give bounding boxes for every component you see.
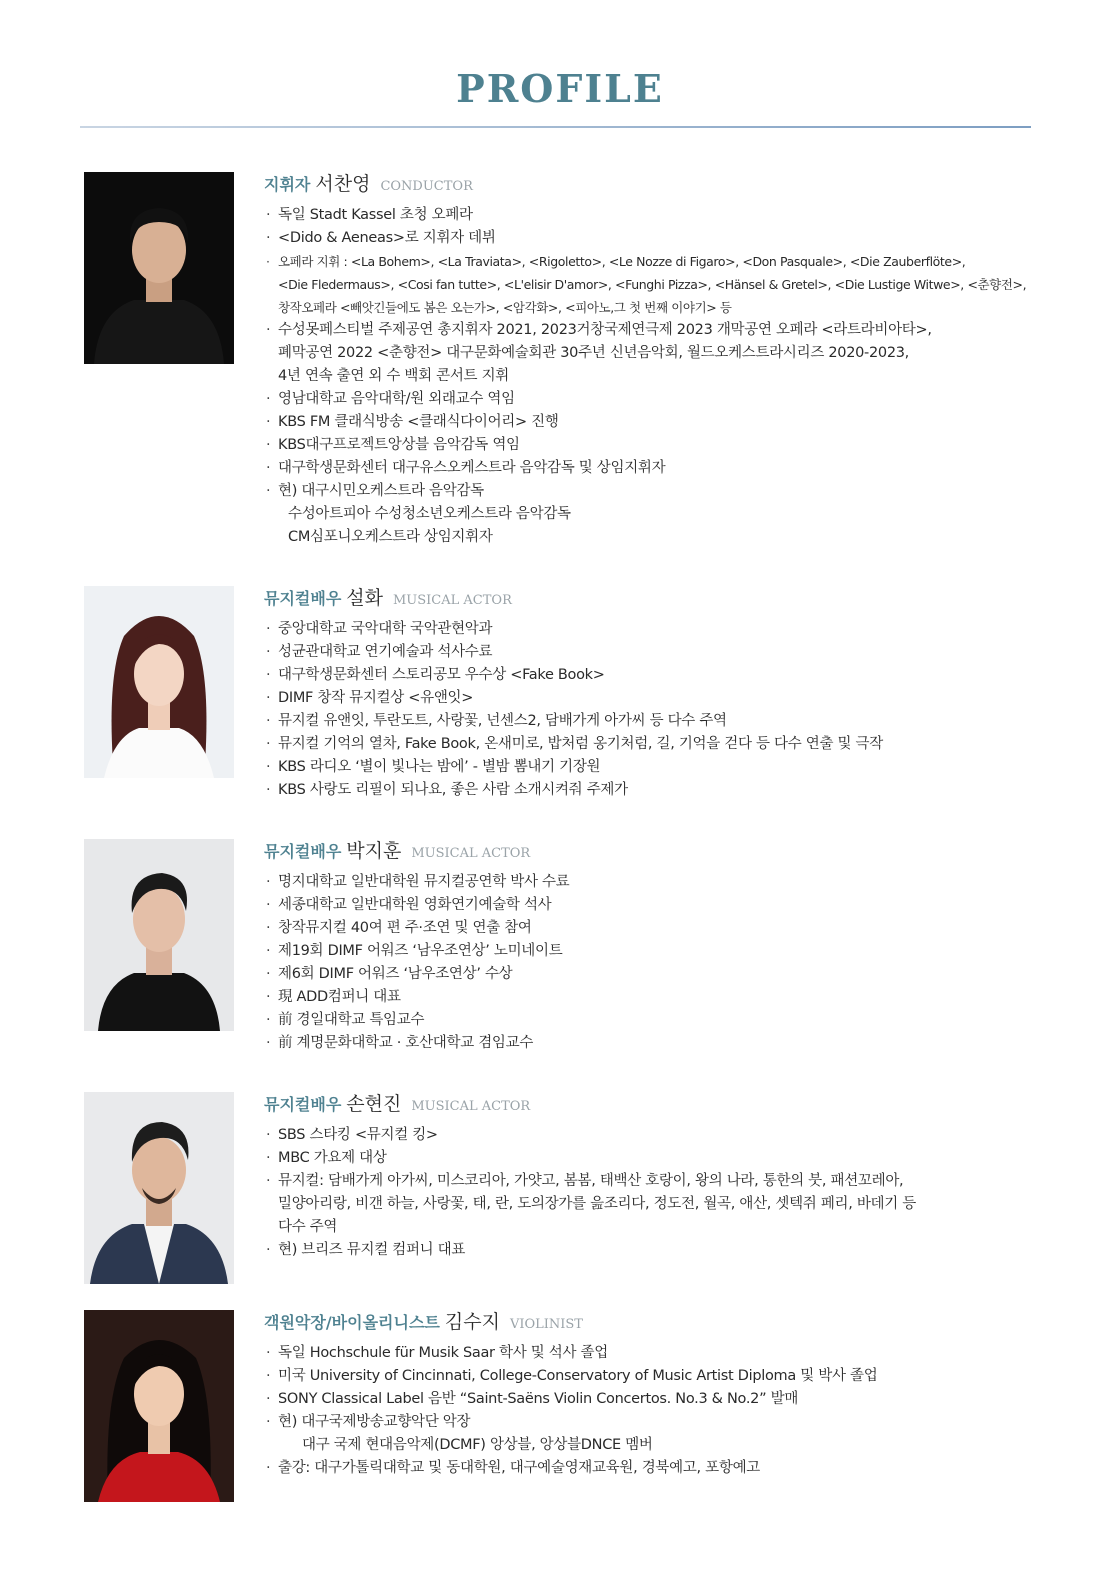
- profile-role-en: CONDUCTOR: [380, 179, 473, 194]
- profile-name: 손현진: [346, 1093, 402, 1115]
- list-item-continued: 폐막공연 2022 <춘향전> 대구문화예술회관 30주년 신년음악회, 월드오케스트라시리즈 2020-2023,: [278, 345, 909, 361]
- list-item: · 미국 University of Cincinnati, College-Conservatory of Music Artist Diploma 및 박사 졸업: [264, 1365, 1054, 1388]
- title-divider: [80, 126, 1031, 128]
- list-item: · MBC 가요제 대상: [264, 1147, 1054, 1170]
- profile-name: 서찬영: [315, 173, 371, 195]
- profile-photo: [84, 1092, 234, 1284]
- profile-photo: [84, 1310, 234, 1502]
- list-item: · 명지대학교 일반대학원 뮤지컬공연학 박사 수료: [264, 871, 1054, 894]
- list-item: · 독일 Stadt Kassel 초청 오페라: [264, 204, 1054, 227]
- list-item: · 제6회 DIMF 어워즈 ‘남우조연상’ 수상: [264, 963, 1054, 986]
- profile-name: 박지훈: [346, 840, 402, 862]
- profile-role-en: MUSICAL ACTOR: [411, 1099, 531, 1114]
- profile-photo: [84, 172, 234, 364]
- list-item-continued: 4년 연속 출연 외 수 백회 콘서트 지휘: [278, 368, 509, 384]
- list-item: · 현) 대구국제방송교향악단 악장: [264, 1411, 1054, 1434]
- list-item-continued: 밀양아리랑, 비갠 하늘, 사랑꽃, 태, 란, 도의장가를 읊조리다, 정도전, 월곡, 애산, 셋텍쥐 페리, 바데기 등: [278, 1196, 916, 1212]
- list-item: · SONY Classical Label 음반 “Saint-Saëns Violin Concertos. No.3 & No.2” 발매: [264, 1388, 1054, 1411]
- list-item: · 前 경일대학교 특임교수: [264, 1009, 1054, 1032]
- list-item: · KBS대구프로젝트앙상블 음악감독 역임: [264, 434, 1054, 457]
- profile-role: 뮤지컬배우: [264, 1095, 342, 1114]
- profile-name: 설화: [346, 587, 383, 609]
- profile-role-en: MUSICAL ACTOR: [393, 593, 512, 608]
- list-item: · 제19회 DIMF 어워즈 ‘남우조연상’ 노미네이트: [264, 940, 1054, 963]
- list-item: · 성균관대학교 연기예술과 석사수료: [264, 641, 1054, 664]
- list-item: · KBS 라디오 ‘별이 빛나는 밤에’ - 별밤 뽐내기 기장원: [264, 756, 1054, 779]
- list-item-continued: 수성아트피아 수성청소년오케스트라 음악감독: [288, 506, 571, 522]
- profile-role: 객원악장/바이올리니스트: [264, 1313, 440, 1332]
- list-item: · 수성못페스티벌 주제공연 총지휘자 2021, 2023거창국제연극제 2023 개막공연 오페라 <라트라비아타>,: [264, 319, 1054, 342]
- list-item: · KBS FM 클래식방송 <클래식다이어리> 진행: [264, 411, 1054, 434]
- list-item: · 뮤지컬: 담배가게 아가씨, 미스코리아, 가얏고, 봄봄, 태백산 호랑이, 왕의 나라, 통한의 붓, 패션꼬레아,: [264, 1170, 1054, 1193]
- list-item: · KBS 사랑도 리필이 되나요, 좋은 사람 소개시켜줘 주제가: [264, 779, 1054, 802]
- profile-role: 지휘자: [264, 175, 311, 194]
- list-item: · 중앙대학교 국악대학 국악관현악과: [264, 618, 1054, 641]
- profile-name: 김수지: [444, 1311, 500, 1333]
- list-item-continued: 대구 국제 현대음악제(DCMF) 앙상블, 앙상블DNCE 멤버: [302, 1437, 653, 1453]
- list-item: · 영남대학교 음악대학/원 외래교수 역임: [264, 388, 1054, 411]
- profile-role: 뮤지컬배우: [264, 589, 342, 608]
- list-item: · 前 계명문화대학교 · 호산대학교 겸임교수: [264, 1032, 1054, 1055]
- list-item: · 대구학생문화센터 대구유스오케스트라 음악감독 및 상임지휘자: [264, 457, 1054, 480]
- list-item: · 뮤지컬 유앤잇, 투란도트, 사랑꽃, 넌센스2, 담배가게 아가씨 등 다수 주역: [264, 710, 1054, 733]
- list-item: · 세종대학교 일반대학원 영화연기예술학 석사: [264, 894, 1054, 917]
- list-item: · 뮤지컬 기억의 열차, Fake Book, 온새미로, 밥처럼 옹기처럼, 길, 기억을 걷다 등 다수 연출 및 극작: [264, 733, 1054, 756]
- list-item: · 현) 대구시민오케스트라 음악감독: [264, 480, 1054, 503]
- list-item: · 독일 Hochschule für Musik Saar 학사 및 석사 졸업: [264, 1342, 1054, 1365]
- list-item: · 출강: 대구가톨릭대학교 및 동대학원, 대구예술영재교육원, 경북예고, 포항예고: [264, 1457, 1054, 1480]
- list-item-continued: CM심포니오케스트라 상임지휘자: [288, 529, 493, 545]
- list-item: · 대구학생문화센터 스토리공모 우수상 <Fake Book>: [264, 664, 1054, 687]
- list-item-continued: <Die Fledermaus>, <Cosi fan tutte>, <L'elisir D'amor>, <Funghi Pizza>, <Hänsel & Gretel>, <Die Lustige Witwe>, <춘향전>,: [278, 277, 1027, 292]
- list-item: · 현) 브리즈 뮤지컬 컴퍼니 대표: [264, 1239, 1054, 1262]
- list-item-continued: 다수 주역: [278, 1219, 338, 1235]
- list-item: · DIMF 창작 뮤지컬상 <유앤잇>: [264, 687, 1054, 710]
- list-item: · SBS 스타킹 <뮤지컬 킹>: [264, 1124, 1054, 1147]
- list-item: · 오페라 지휘 : <La Bohem>, <La Traviata>, <Rigoletto>, <Le Nozze di Figaro>, <Don Pasquale>, <Die Zauberflöte>,: [264, 250, 1054, 273]
- profile-photo: [84, 839, 234, 1031]
- list-item-continued: 창작오페라 <빼앗긴들에도 봄은 오는가>, <암각화>, <피아노,그 첫 번째 이야기> 등: [278, 300, 732, 315]
- list-item: · 現 ADD컴퍼니 대표: [264, 986, 1054, 1009]
- list-item: · <Dido & Aeneas>로 지휘자 데뷔: [264, 227, 1054, 250]
- profile-role-en: VIOLINIST: [509, 1317, 583, 1332]
- profile-role: 뮤지컬배우: [264, 842, 342, 861]
- page-title: PROFILE: [456, 66, 664, 111]
- list-item: · 창작뮤지컬 40여 편 주·조연 및 연출 참여: [264, 917, 1054, 940]
- profile-role-en: MUSICAL ACTOR: [411, 846, 531, 861]
- profile-photo: [84, 586, 234, 778]
